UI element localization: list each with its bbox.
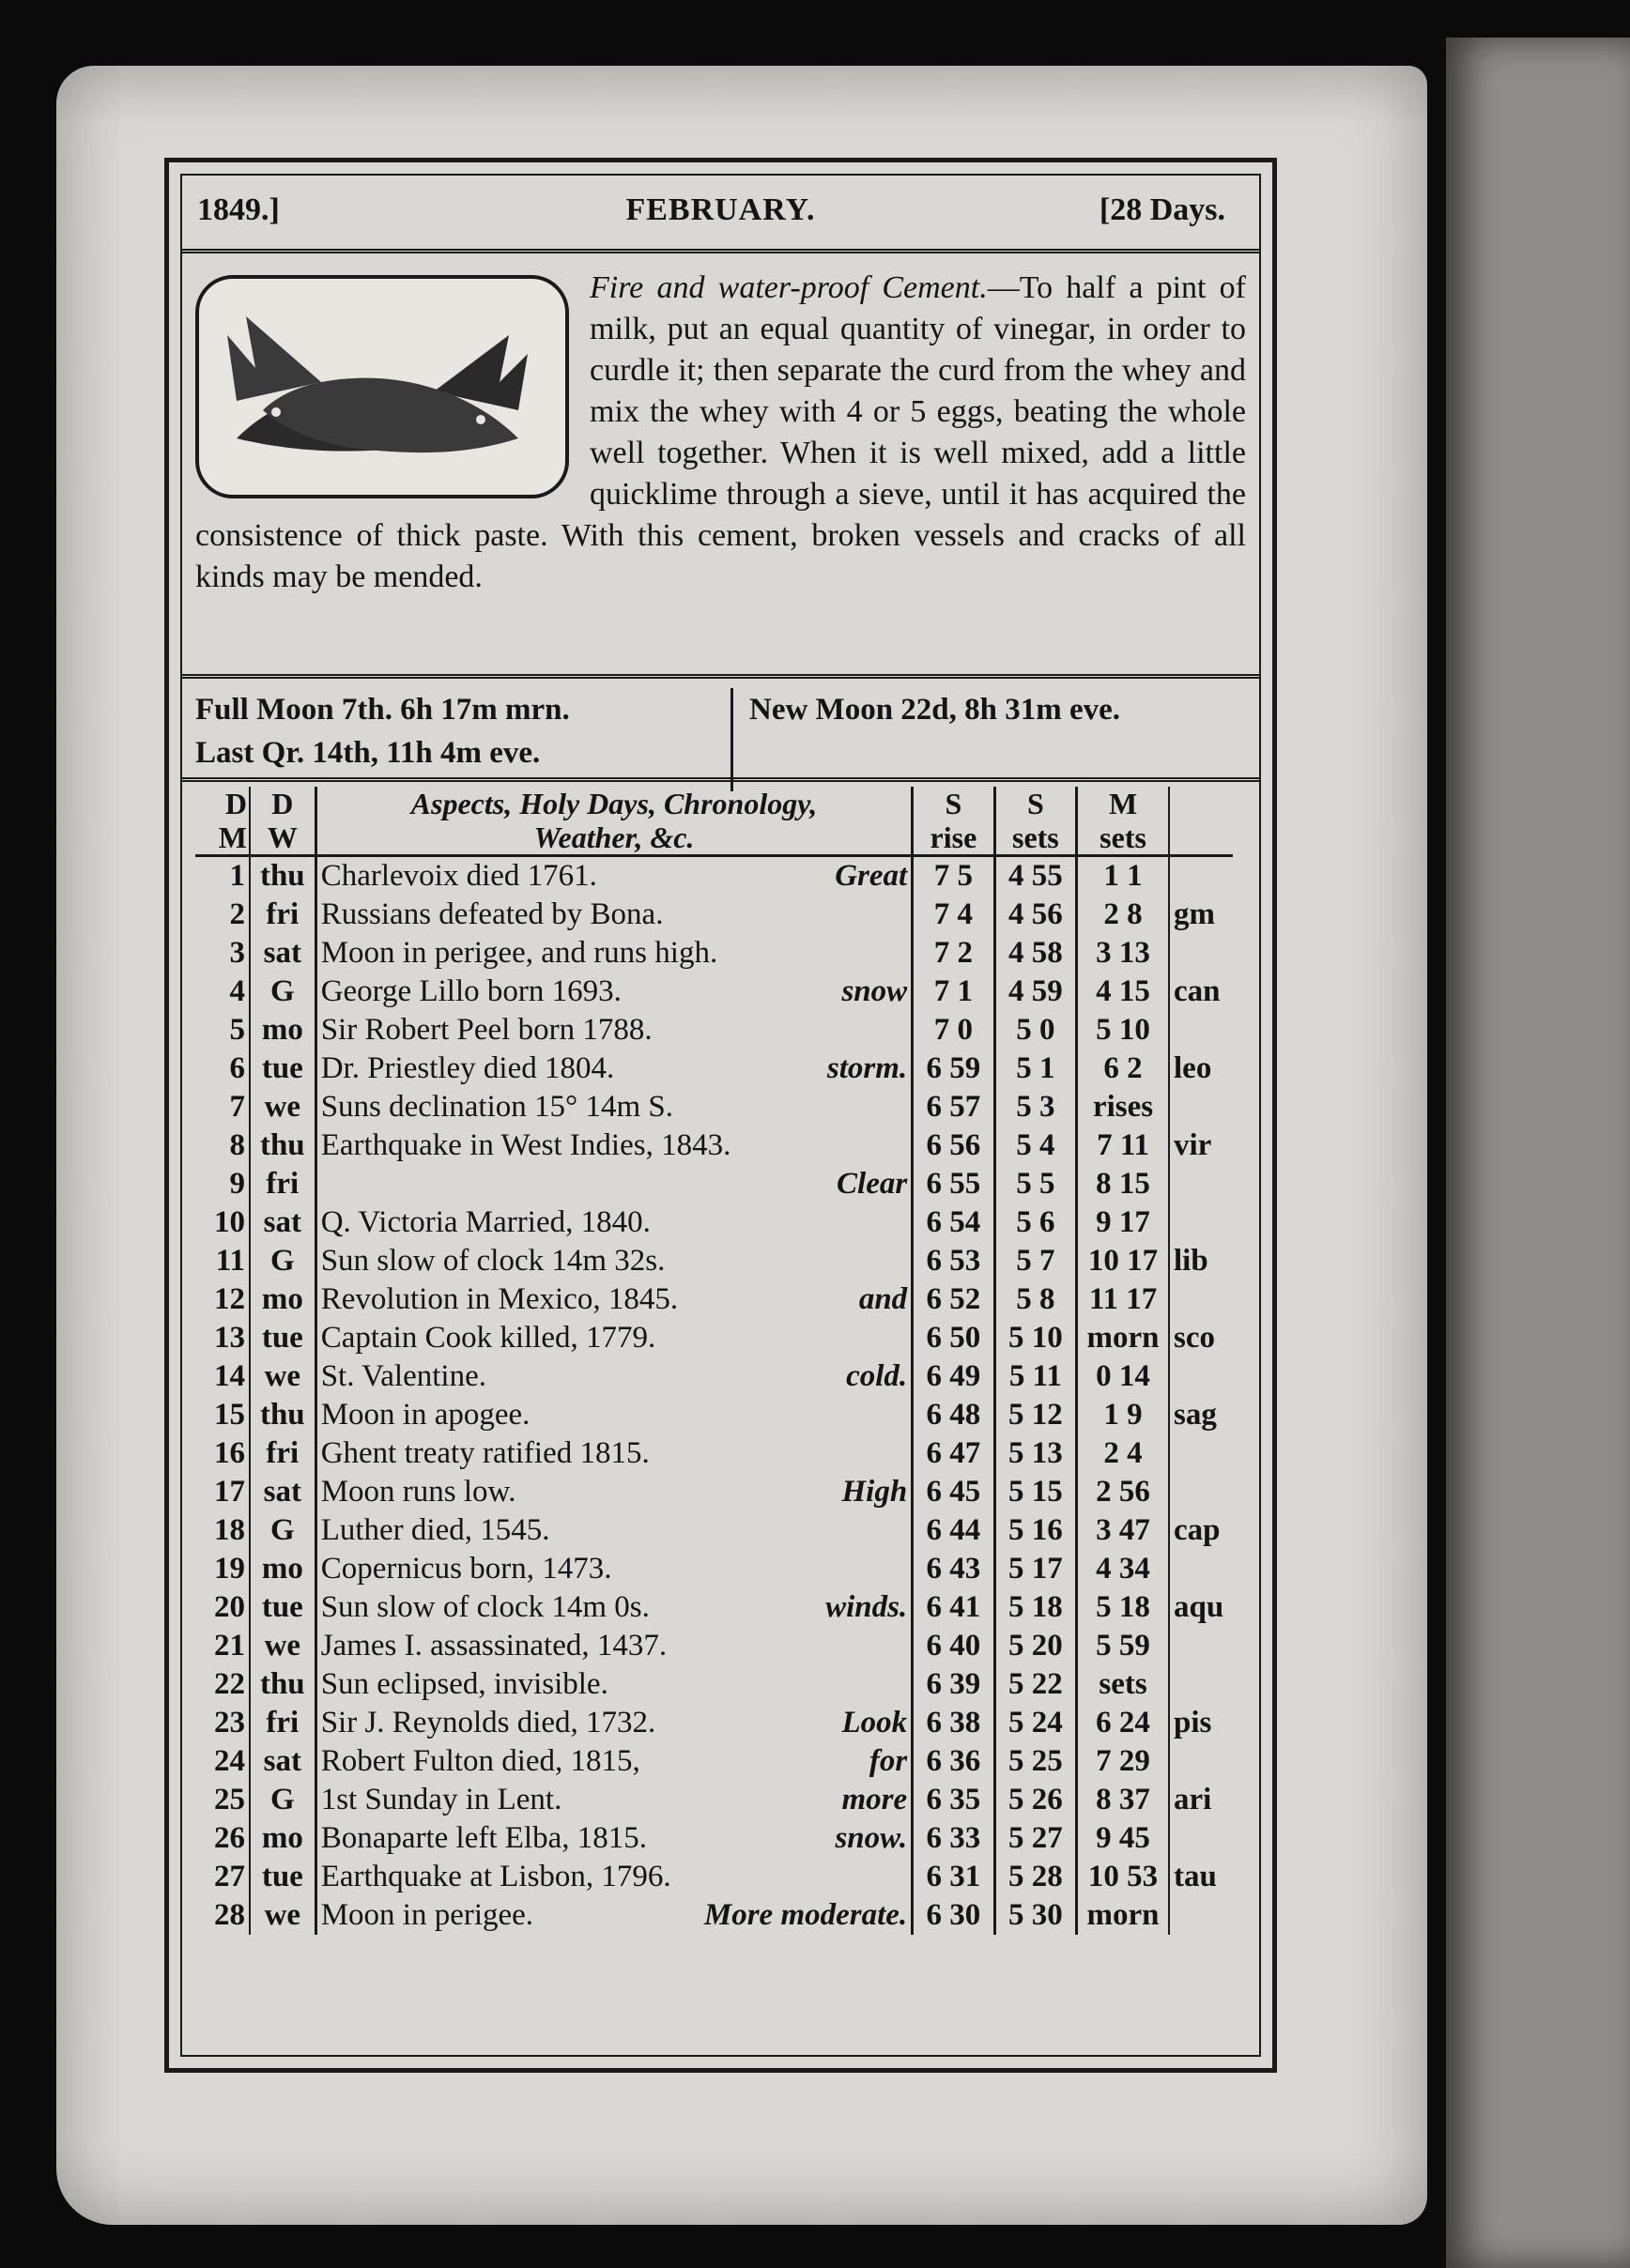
sun-rise: 6 47 [913, 1434, 994, 1473]
col-day-of-week: D W [250, 787, 315, 856]
table-row [195, 1665, 1233, 1704]
sun-sets: 5 6 [994, 1203, 1076, 1242]
moon-sets: 7 11 [1077, 1126, 1169, 1165]
sun-rise: 6 36 [913, 1742, 994, 1781]
table-row [195, 1704, 1233, 1742]
col-sign [1169, 787, 1233, 856]
day-of-week: sat [250, 1742, 315, 1781]
event-label: Suns declination 15° 14m S. [320, 1090, 673, 1124]
sun-rise: 6 59 [913, 1050, 994, 1088]
zodiac-sign [1169, 934, 1233, 973]
event-text [315, 1819, 913, 1858]
sun-rise: 6 57 [913, 1088, 994, 1126]
sun-sets: 5 13 [994, 1434, 1076, 1473]
last-quarter-phase: Last Qr. 14th, 11h 4m eve. [195, 736, 541, 770]
day-of-month: 20 [195, 1588, 250, 1627]
sun-sets: 5 8 [994, 1280, 1076, 1319]
days-count: [28 Days. [1099, 192, 1225, 227]
day-of-week: G [250, 1511, 315, 1550]
event-text [315, 1434, 913, 1473]
event-label: Earthquake in West Indies, 1843. [320, 1128, 731, 1162]
weather-note: cold. [846, 1359, 908, 1393]
moon-sets: 7 29 [1077, 1742, 1169, 1781]
event-text [315, 1126, 913, 1165]
zodiac-sign [1169, 1088, 1233, 1126]
event-label: St. Valentine. [320, 1359, 486, 1393]
sun-sets: 5 11 [994, 1357, 1076, 1396]
day-of-week: G [250, 1781, 315, 1819]
sun-rise: 6 44 [913, 1511, 994, 1550]
sun-rise: 6 43 [913, 1550, 994, 1588]
day-of-week: mo [250, 1280, 315, 1319]
day-of-month: 8 [195, 1126, 250, 1165]
sun-rise: 6 38 [913, 1704, 994, 1742]
day-of-month: 6 [195, 1050, 250, 1088]
day-of-week: fri [250, 1704, 315, 1742]
sun-sets: 5 25 [994, 1742, 1076, 1781]
sun-sets: 5 0 [994, 1011, 1076, 1050]
day-of-month: 1 [195, 856, 250, 896]
header-rule [180, 249, 1261, 257]
weather-note: High [841, 1475, 908, 1509]
table-row [195, 1434, 1233, 1473]
table-row [195, 1165, 1233, 1203]
event-label: Robert Fulton died, 1815, [320, 1744, 640, 1778]
event-text [315, 1357, 913, 1396]
sun-rise: 7 2 [913, 934, 994, 973]
sun-rise: 6 31 [913, 1858, 994, 1896]
sun-sets: 5 5 [994, 1165, 1076, 1203]
sun-sets: 4 56 [994, 896, 1076, 934]
day-of-month: 11 [195, 1242, 250, 1280]
table-row [195, 1357, 1233, 1396]
day-of-week: tue [250, 1050, 315, 1088]
recipe-body: —To half a pint of milk, put an equal quantity of vinegar, in order to curdle it; then separate the curd from the whey and mix the whey with 4 or 5 eggs, beating the whole well together. When it is well mixed, add a little quicklime through a sieve, until it has acquired the consistence of thick paste. With this cement, broken vessels and cracks of all kinds may be mended. [195, 270, 1247, 594]
sun-rise: 6 54 [913, 1203, 994, 1242]
event-text [315, 1473, 913, 1511]
sun-sets: 5 24 [994, 1704, 1076, 1742]
sun-sets: 5 22 [994, 1665, 1076, 1704]
phase-divider [730, 688, 733, 791]
moon-sets: 6 2 [1077, 1050, 1169, 1088]
moon-sets: 9 45 [1077, 1819, 1169, 1858]
event-text [315, 1665, 913, 1704]
table-row [195, 1280, 1233, 1319]
col-moon-sets: M sets [1077, 787, 1169, 856]
zodiac-sign: ari [1169, 1781, 1233, 1819]
pisces-fish-icon [199, 279, 558, 487]
day-of-month: 10 [195, 1203, 250, 1242]
day-of-month: 24 [195, 1742, 250, 1781]
table-row [195, 1088, 1233, 1126]
weather-note: snow. [835, 1821, 908, 1855]
zodiac-sign [1169, 1627, 1233, 1665]
table-row [195, 1242, 1233, 1280]
event-label: Sun eclipsed, invisible. [320, 1667, 608, 1701]
calendar-body [195, 856, 1233, 1936]
sun-rise: 6 45 [913, 1473, 994, 1511]
weather-note: more [841, 1783, 908, 1816]
day-of-month: 22 [195, 1665, 250, 1704]
event-text [315, 1511, 913, 1550]
day-of-week: sat [250, 934, 315, 973]
table-row [195, 1896, 1233, 1935]
table-row [195, 856, 1233, 896]
zodiac-sign [1169, 1896, 1233, 1935]
sun-rise: 6 52 [913, 1280, 994, 1319]
sun-sets: 5 17 [994, 1550, 1076, 1588]
table-row [195, 1742, 1233, 1781]
event-label: Captain Cook killed, 1779. [320, 1321, 656, 1355]
table-row [195, 1781, 1233, 1819]
moon-sets: 5 10 [1077, 1011, 1169, 1050]
event-label: George Lillo born 1693. [320, 974, 622, 1008]
table-row [195, 1396, 1233, 1434]
table-row [195, 896, 1233, 934]
moon-sets: 3 13 [1077, 934, 1169, 973]
sun-sets: 5 7 [994, 1242, 1076, 1280]
moon-sets: sets [1077, 1665, 1169, 1704]
sun-rise: 7 5 [913, 856, 994, 896]
day-of-month: 18 [195, 1511, 250, 1550]
day-of-month: 19 [195, 1550, 250, 1588]
day-of-week: fri [250, 896, 315, 934]
moon-sets: 4 15 [1077, 973, 1169, 1011]
table-row [195, 1473, 1233, 1511]
event-text [315, 1011, 913, 1050]
event-label: Moon in perigee. [320, 1898, 534, 1932]
event-label: Q. Victoria Married, 1840. [320, 1205, 651, 1239]
sun-rise: 6 53 [913, 1242, 994, 1280]
event-text [315, 1088, 913, 1126]
day-of-month: 9 [195, 1165, 250, 1203]
day-of-month: 14 [195, 1357, 250, 1396]
day-of-week: mo [250, 1819, 315, 1858]
day-of-week: we [250, 1896, 315, 1935]
moon-sets: 2 56 [1077, 1473, 1169, 1511]
event-label: Russians defeated by Bona. [320, 897, 664, 931]
sun-rise: 6 30 [913, 1896, 994, 1935]
zodiac-sign [1169, 1203, 1233, 1242]
day-of-week: thu [250, 856, 315, 896]
sun-sets: 5 12 [994, 1396, 1076, 1434]
moon-sets: 4 34 [1077, 1550, 1169, 1588]
weather-note: Look [841, 1706, 908, 1739]
sun-sets: 5 28 [994, 1858, 1076, 1896]
recipe-title: Fire and water-proof Cement. [590, 270, 988, 305]
sun-sets: 5 1 [994, 1050, 1076, 1088]
day-of-week: tue [250, 1588, 315, 1627]
sun-rise: 6 39 [913, 1665, 994, 1704]
event-text [315, 1242, 913, 1280]
day-of-month: 5 [195, 1011, 250, 1050]
event-label: James I. assassinated, 1437. [320, 1629, 668, 1663]
sun-sets: 5 27 [994, 1819, 1076, 1858]
moon-sets: rises [1077, 1088, 1169, 1126]
weather-note: storm. [826, 1051, 908, 1085]
event-label: Ghent treaty ratified 1815. [320, 1436, 650, 1470]
day-of-month: 12 [195, 1280, 250, 1319]
sun-rise: 6 41 [913, 1588, 994, 1627]
moon-sets: 10 17 [1077, 1242, 1169, 1280]
sun-sets: 5 30 [994, 1896, 1076, 1935]
moon-sets: 5 18 [1077, 1588, 1169, 1627]
day-of-week: thu [250, 1665, 315, 1704]
day-of-week: sat [250, 1203, 315, 1242]
event-text [315, 934, 913, 973]
moon-sets: 3 47 [1077, 1511, 1169, 1550]
day-of-month: 16 [195, 1434, 250, 1473]
sun-sets: 5 15 [994, 1473, 1076, 1511]
page-frame [164, 158, 1277, 2073]
event-text [315, 1550, 913, 1588]
sun-rise: 6 49 [913, 1357, 994, 1396]
day-of-week: thu [250, 1126, 315, 1165]
moon-sets: 0 14 [1077, 1357, 1169, 1396]
zodiac-sign: leo [1169, 1050, 1233, 1088]
day-of-month: 23 [195, 1704, 250, 1742]
zodiac-sign [1169, 1280, 1233, 1319]
table-row [195, 934, 1233, 973]
sun-rise: 7 1 [913, 973, 994, 1011]
recipe-section [195, 268, 1246, 598]
table-row [195, 973, 1233, 1011]
moon-sets: 2 4 [1077, 1434, 1169, 1473]
event-text [315, 1203, 913, 1242]
event-text [315, 1319, 913, 1357]
event-label: Earthquake at Lisbon, 1796. [320, 1860, 671, 1893]
weather-note: winds. [825, 1590, 908, 1624]
zodiac-sign [1169, 1473, 1233, 1511]
year-label: 1849.] [197, 192, 280, 227]
event-text [315, 1588, 913, 1627]
zodiac-sign: cap [1169, 1511, 1233, 1550]
col-aspects: Aspects, Holy Days, Chronology, Weather, &c. [410, 787, 818, 854]
moon-sets: 9 17 [1077, 1203, 1169, 1242]
event-label: Luther died, 1545. [320, 1513, 550, 1547]
table-row [195, 1511, 1233, 1550]
event-text [315, 896, 913, 934]
zodiac-sign: gm [1169, 896, 1233, 934]
day-of-week: mo [250, 1550, 315, 1588]
event-text [315, 1704, 913, 1742]
event-label: Copernicus born, 1473. [320, 1552, 612, 1586]
weather-note: More moderate. [703, 1898, 908, 1932]
moon-sets: 5 59 [1077, 1627, 1169, 1665]
zodiac-sign [1169, 856, 1233, 896]
calendar-header-row [195, 787, 1233, 856]
zodiac-sign [1169, 1357, 1233, 1396]
sun-rise: 6 55 [913, 1165, 994, 1203]
col-sun-rise: S rise [913, 787, 994, 856]
event-label: Sun slow of clock 14m 0s. [320, 1590, 650, 1624]
moon-sets: 11 17 [1077, 1280, 1169, 1319]
day-of-week: G [250, 973, 315, 1011]
day-of-week: we [250, 1088, 315, 1126]
day-of-month: 2 [195, 896, 250, 934]
event-label: Sun slow of clock 14m 32s. [320, 1244, 666, 1278]
moon-sets: 6 24 [1077, 1704, 1169, 1742]
zodiac-sign: vir [1169, 1126, 1233, 1165]
moon-sets: morn [1077, 1896, 1169, 1935]
moon-sets: 1 9 [1077, 1396, 1169, 1434]
event-label: Moon in apogee. [320, 1398, 531, 1432]
zodiac-sign: aqu [1169, 1588, 1233, 1627]
sun-rise: 6 50 [913, 1319, 994, 1357]
new-moon-phase: New Moon 22d, 8h 31m eve. [749, 693, 1121, 727]
event-text [315, 1781, 913, 1819]
moon-sets: 1 1 [1077, 856, 1169, 896]
zodiac-sign: sco [1169, 1319, 1233, 1357]
moon-rule [180, 777, 1261, 786]
sun-sets: 4 59 [994, 973, 1076, 1011]
weather-note: and [858, 1282, 908, 1316]
day-of-month: 7 [195, 1088, 250, 1126]
table-row [195, 1203, 1233, 1242]
event-text [315, 1050, 913, 1088]
zodiac-sign [1169, 1550, 1233, 1588]
day-of-week: tue [250, 1858, 315, 1896]
day-of-month: 28 [195, 1896, 250, 1935]
day-of-month: 13 [195, 1319, 250, 1357]
month-title: FEBRUARY. [625, 192, 816, 227]
table-row [195, 1126, 1233, 1165]
table-row [195, 1011, 1233, 1050]
day-of-month: 25 [195, 1781, 250, 1819]
moon-sets: 10 53 [1077, 1858, 1169, 1896]
zodiac-sign [1169, 1819, 1233, 1858]
zodiac-sign [1169, 1665, 1233, 1704]
fish-woodcut-image [195, 275, 569, 498]
adjacent-page-edge [1446, 38, 1630, 2268]
zodiac-sign: lib [1169, 1242, 1233, 1280]
sun-sets: 4 55 [994, 856, 1076, 896]
page-header [188, 183, 1253, 239]
zodiac-sign: tau [1169, 1858, 1233, 1896]
table-row [195, 1550, 1233, 1588]
day-of-month: 17 [195, 1473, 250, 1511]
zodiac-sign [1169, 1165, 1233, 1203]
sun-rise: 6 48 [913, 1396, 994, 1434]
table-row [195, 1319, 1233, 1357]
col-day-of-month: D M [195, 787, 250, 856]
event-label: Revolution in Mexico, 1845. [320, 1282, 679, 1316]
table-row [195, 1627, 1233, 1665]
event-text [315, 1280, 913, 1319]
zodiac-sign: can [1169, 973, 1233, 1011]
day-of-month: 26 [195, 1819, 250, 1858]
zodiac-sign [1169, 1011, 1233, 1050]
event-label: Dr. Priestley died 1804. [320, 1051, 615, 1085]
sun-sets: 5 16 [994, 1511, 1076, 1550]
sun-rise: 6 40 [913, 1627, 994, 1665]
full-moon-phase: Full Moon 7th. 6h 17m mrn. [195, 693, 570, 727]
zodiac-sign [1169, 1434, 1233, 1473]
sun-sets: 5 20 [994, 1627, 1076, 1665]
sun-rise: 7 0 [913, 1011, 994, 1050]
day-of-week: we [250, 1357, 315, 1396]
weather-note: Great [835, 859, 908, 893]
sun-sets: 4 58 [994, 934, 1076, 973]
event-text [315, 1627, 913, 1665]
sun-rise: 6 35 [913, 1781, 994, 1819]
day-of-month: 27 [195, 1858, 250, 1896]
day-of-week: G [250, 1242, 315, 1280]
day-of-month: 15 [195, 1396, 250, 1434]
day-of-month: 21 [195, 1627, 250, 1665]
event-label: 1st Sunday in Lent. [320, 1783, 562, 1816]
day-of-week: tue [250, 1319, 315, 1357]
event-label: Moon in perigee, and runs high. [320, 936, 718, 970]
event-text [315, 1396, 913, 1434]
day-of-week: fri [250, 1165, 315, 1203]
sun-sets: 5 18 [994, 1588, 1076, 1627]
event-text [315, 856, 913, 896]
sun-rise: 6 56 [913, 1126, 994, 1165]
event-text [315, 973, 913, 1011]
moon-sets: morn [1077, 1319, 1169, 1357]
event-text [315, 1165, 913, 1203]
moon-sets: 2 8 [1077, 896, 1169, 934]
calendar-table [195, 787, 1233, 1935]
moon-sets: 8 37 [1077, 1781, 1169, 1819]
moon-sets: 8 15 [1077, 1165, 1169, 1203]
event-text [315, 1742, 913, 1781]
event-text [315, 1896, 913, 1935]
event-label: Sir J. Reynolds died, 1732. [320, 1706, 656, 1739]
weather-note: Clear [837, 1167, 908, 1201]
day-of-week: we [250, 1627, 315, 1665]
col-sun-sets: S sets [994, 787, 1076, 856]
sun-sets: 5 10 [994, 1319, 1076, 1357]
sun-rise: 7 4 [913, 896, 994, 934]
day-of-week: mo [250, 1011, 315, 1050]
event-label: Moon runs low. [320, 1475, 516, 1509]
event-label: Bonaparte left Elba, 1815. [320, 1821, 647, 1855]
zodiac-sign: sag [1169, 1396, 1233, 1434]
day-of-month: 3 [195, 934, 250, 973]
zodiac-sign [1169, 1742, 1233, 1781]
table-row [195, 1050, 1233, 1088]
event-label: Charlevoix died 1761. [320, 859, 597, 893]
sun-sets: 5 4 [994, 1126, 1076, 1165]
day-of-month: 4 [195, 973, 250, 1011]
weather-note: for [869, 1744, 908, 1778]
day-of-week: thu [250, 1396, 315, 1434]
sun-sets: 5 26 [994, 1781, 1076, 1819]
table-row [195, 1819, 1233, 1858]
table-row [195, 1858, 1233, 1896]
table-row [195, 1588, 1233, 1627]
event-text [315, 1858, 913, 1896]
recipe-rule [180, 674, 1261, 682]
sun-sets: 5 3 [994, 1088, 1076, 1126]
weather-note: snow [841, 974, 908, 1008]
day-of-week: fri [250, 1434, 315, 1473]
day-of-week: sat [250, 1473, 315, 1511]
sun-rise: 6 33 [913, 1819, 994, 1858]
zodiac-sign: pis [1169, 1704, 1233, 1742]
event-label: Sir Robert Peel born 1788. [320, 1013, 653, 1047]
